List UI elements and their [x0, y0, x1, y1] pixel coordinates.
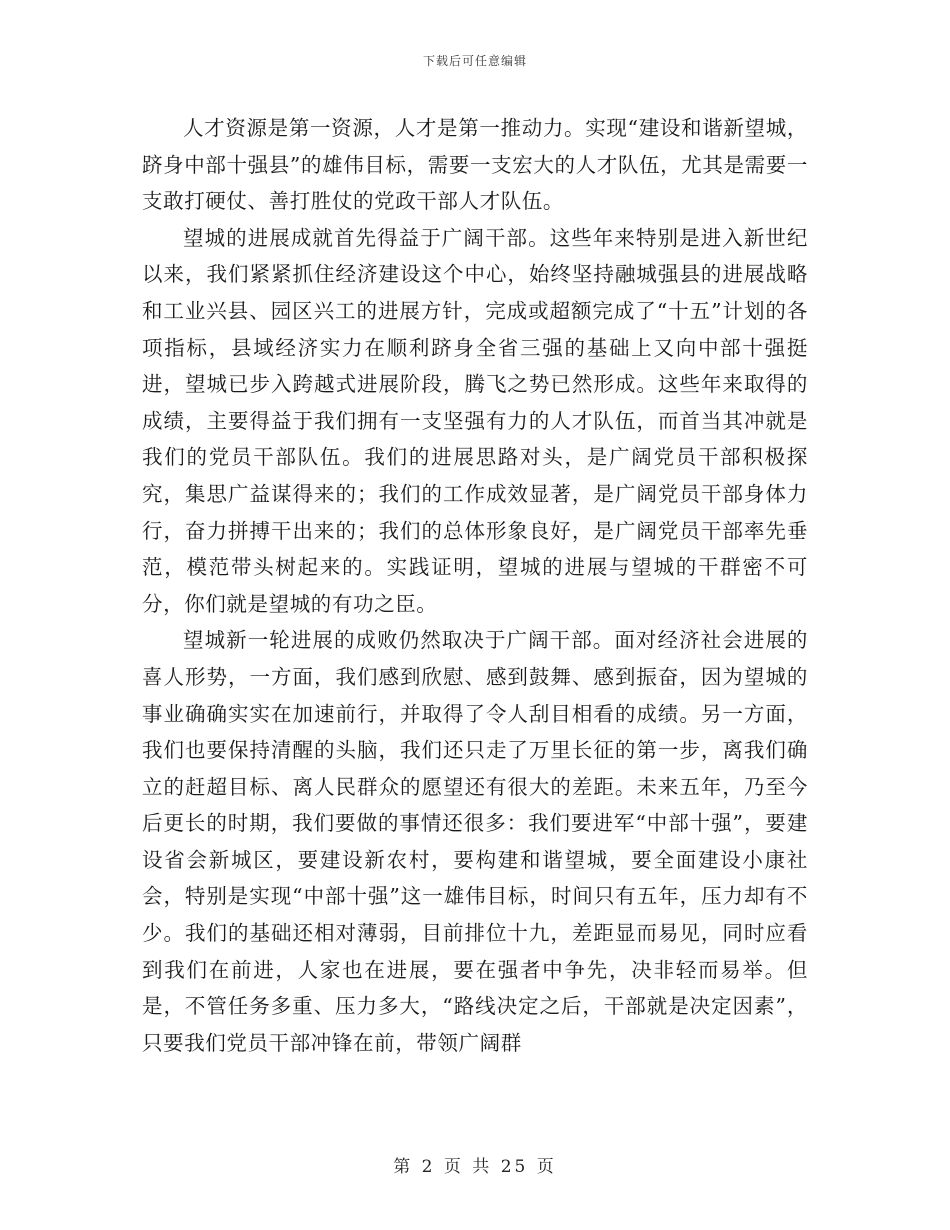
paragraph-2: 望城的进展成就首先得益于广阔干部。这些年来特别是进入新世纪以来，我们紧紧抓住经济建设这个中心，始终坚持融城强县的进展战略和工业兴县、园区兴工的进展方针，完成或超额完成了“十五”计划的各项指标，县域经济实力在顺利跻身全省三强的基础上又向中部十强挺进，望城已步入跨越式进展阶段，腾飞之势已然形成。这些年来取得的成绩，主要得益于我们拥有一支坚强有力的人才队伍，而首当其冲就是我们的党员干部队伍。我们的进展思路对头，是广阔党员干部积极探究，集思广益谋得来的；我们的工作成效显著，是广阔党员干部身体力行，奋力拼搏干出来的；我们的总体形象良好，是广阔党员干部率先垂范，模范带头树起来的。实践证明，望城的进展与望城的干群密不可分，你们就是望城的有功之臣。: [142, 225, 808, 616]
page-number-footer: 第 2 页 共 25 页: [393, 1157, 557, 1177]
paragraph-3: 望城新一轮进展的成败仍然取决于广阔干部。面对经济社会进展的喜人形势，一方面，我们感到欣慰、感到鼓舞、感到振奋，因为望城的事业确确实实在加速前行，并取得了令人刮目相看的成绩。另一方面，我们也要保持清醒的头脑，我们还只走了万里长征的第一步，离我们确立的赶超目标、离人民群众的愿望还有很大的差距。未来五年，乃至今后更长的时期，我们要做的事情还很多：我们要进军“中部十强”，要建设省会新城区，要建设新农村，要构建和谐望城，要全面建设小康社会，特别是实现“中部十强”这一雄伟目标，时间只有五年，压力却有不少。我们的基础还相对薄弱，目前排位十九，差距显而易见，同时应看到我们在前进，人家也在进展，要在强者中争先，决非轻而易举。但是，不管任务多重、压力多大，“路线决定之后，干部就是决定因素”，只要我们党员干部冲锋在前，带领广阔群: [142, 628, 808, 1055]
paragraph-1: 人才资源是第一资源，人才是第一推动力。实现“建设和谐新望城，跻身中部十强县”的雄伟目标，需要一支宏大的人才队伍，尤其是需要一支敢打硬仗、善打胜仗的党政干部人才队伍。: [142, 116, 808, 214]
document-body: [142, 110, 808, 1061]
page-header: 下载后可任意编辑: [422, 54, 527, 68]
